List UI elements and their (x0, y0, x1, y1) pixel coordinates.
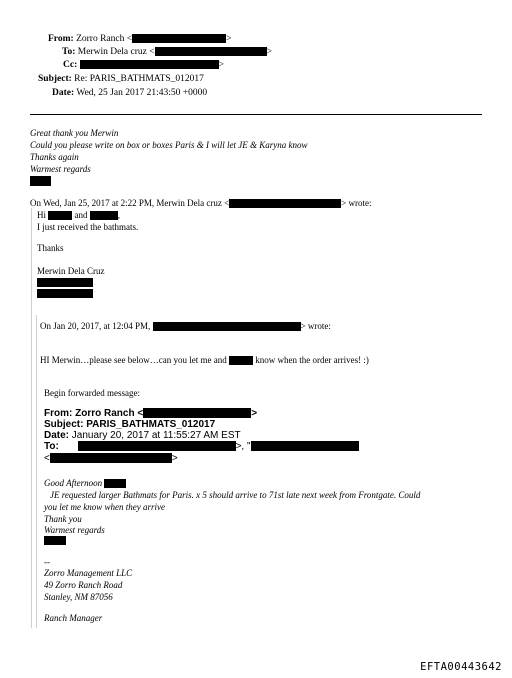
quote2-intro (40, 321, 331, 331)
sig-title: Ranch Manager (44, 613, 103, 623)
to-row (62, 47, 272, 57)
from-row (48, 34, 231, 44)
fwd-to-row-2 (44, 453, 178, 464)
cc-label: Cc: (63, 60, 78, 70)
orig-line-2: you let me know when they arrive (44, 502, 165, 512)
redaction (78, 441, 236, 451)
fwd-from-value: Zorro Ranch < (75, 408, 144, 419)
fwd-to-row (44, 441, 359, 452)
reply-line-2: Could you please write on box or boxes Paris & I will let JE & Karyna know (30, 140, 308, 150)
fwd-to-label: To: (44, 441, 59, 452)
bracket: > (171, 453, 178, 464)
redaction (90, 211, 118, 220)
redaction (155, 47, 267, 56)
reply-line-3: Thanks again (30, 152, 79, 162)
redaction (37, 278, 93, 287)
redaction (80, 60, 219, 69)
quote1-intro (30, 198, 371, 208)
sig-city: Stanley, NM 87056 (44, 592, 113, 602)
redaction (44, 536, 66, 545)
from-label: From: (48, 34, 74, 44)
reply-line-1: Great thank you Merwin (30, 128, 119, 138)
to-label: To: (62, 47, 76, 57)
fwd-subject-row (44, 419, 215, 430)
bracket: > (251, 408, 258, 419)
date-value: Wed, 25 Jan 2017 21:43:50 +0000 (76, 88, 208, 98)
redaction (104, 479, 126, 488)
orig-line-3: Thank you (44, 514, 82, 524)
sig-address: 49 Zorro Ranch Road (44, 580, 123, 590)
fwd-subject-label: Subject: (44, 419, 84, 430)
quote-bar-inner (36, 315, 37, 628)
quote2-intro-suffix: > wrote: (300, 321, 331, 331)
message-text: HI Merwin…please see below…can you let me and (40, 355, 227, 365)
redaction (143, 408, 251, 418)
message-suffix: know when the order arrives! :) (255, 355, 369, 365)
redaction (50, 453, 172, 463)
bracket: < (44, 453, 50, 464)
and-text: and (74, 210, 88, 220)
quote1-signature: Merwin Dela Cruz (37, 266, 105, 276)
redaction (30, 176, 51, 186)
bracket: > (266, 47, 272, 57)
subject-row (38, 74, 204, 84)
quote2-message (40, 355, 369, 365)
quote1-received: I just received the bathmats. (37, 222, 139, 232)
fwd-from-row (44, 408, 257, 419)
quote1-intro-suffix: > wrote: (341, 198, 372, 208)
fwd-date-label: Date: (44, 430, 70, 441)
subject-value: Re: PARIS_BATHMATS_012017 (74, 74, 204, 84)
orig-line-4: Warmest regards (44, 525, 105, 535)
fwd-date-value: January 20, 2017 at 11:55:27 AM EST (71, 430, 241, 441)
quote2-intro-text: On Jan 20, 2017, at 12:04 PM, (40, 321, 151, 331)
begin-forwarded: Begin forwarded message: (44, 388, 140, 398)
quote1-intro-text: On Wed, Jan 25, 2017 at 2:22 PM, Merwin Dela cruz < (30, 198, 230, 208)
document-stamp: EFTA00443642 (420, 661, 502, 673)
hi-text: Hi (37, 210, 46, 220)
redaction (251, 441, 359, 451)
orig-greeting (44, 478, 126, 488)
date-label: Date: (52, 88, 75, 98)
reply-line-4: Warmest regards (30, 164, 91, 174)
sig-company: Zorro Management LLC (44, 568, 133, 578)
orig-line-1: JE requested larger Bathmats for Paris. x 5 should arrive to 71st late next week from Frontgate. Could (50, 490, 421, 500)
redaction (48, 211, 72, 220)
redaction (132, 34, 226, 43)
redaction (153, 322, 301, 331)
quote1-hi (37, 210, 120, 220)
redaction (229, 199, 341, 208)
cc-row (63, 60, 224, 70)
subject-label: Subject: (38, 74, 72, 84)
fwd-subject-value: PARIS_BATHMATS_012017 (86, 419, 216, 430)
quote1-thanks: Thanks (37, 243, 64, 253)
date-row (52, 88, 207, 98)
fwd-date-row (44, 430, 241, 441)
redaction (229, 356, 253, 365)
header-divider (30, 114, 482, 115)
comma: , (117, 210, 120, 220)
greeting-text: Good Afternoon (44, 478, 103, 488)
bracket: > (218, 60, 224, 70)
separator: >, " (235, 441, 251, 452)
sig-dashes: -- (44, 557, 50, 567)
redaction (37, 289, 93, 298)
quote-bar (31, 208, 32, 628)
to-value: Merwin Dela cruz < (77, 47, 155, 57)
bracket: > (226, 34, 232, 44)
from-value: Zorro Ranch < (76, 34, 133, 44)
fwd-from-label: From: (44, 408, 73, 419)
